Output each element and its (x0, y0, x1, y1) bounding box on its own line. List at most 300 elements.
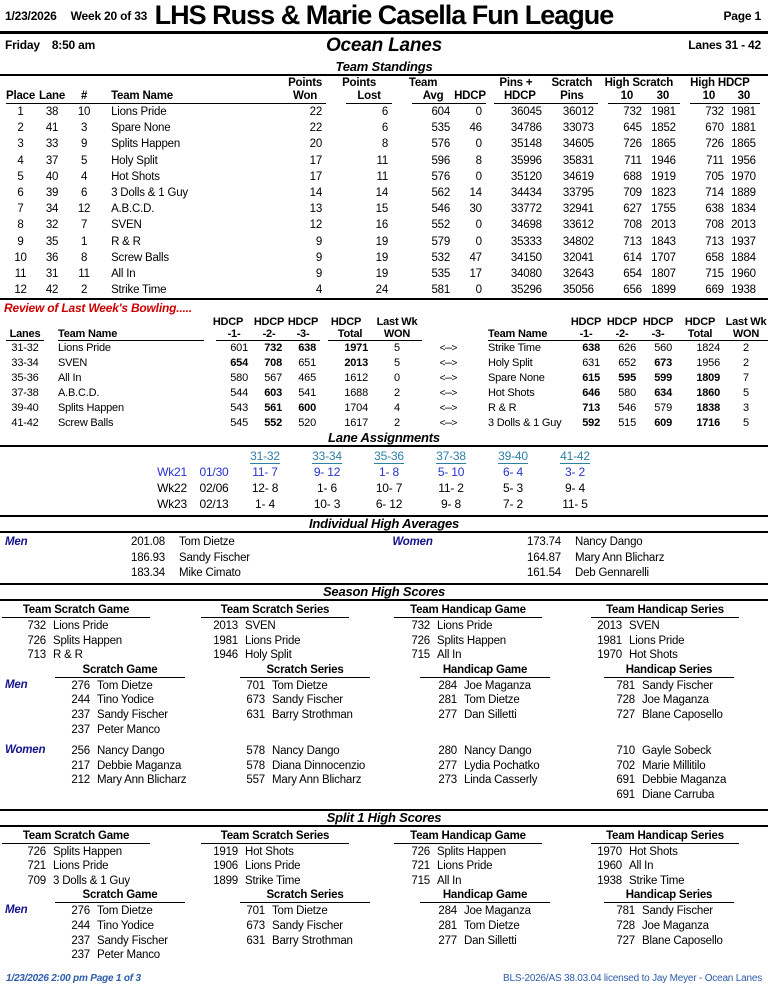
game-score: 465 (298, 372, 316, 385)
high-score-cell (576, 788, 768, 803)
matchup: 1- 8 (379, 465, 399, 480)
high-averages-title: Individual High Averages (0, 515, 768, 533)
stat-value: 6 (80, 187, 88, 200)
high-score-row (0, 744, 768, 759)
high-score-cell (0, 759, 192, 774)
stat-value: 732 (623, 106, 642, 118)
player-name: Joe Maganza (464, 679, 531, 692)
lane-pair: 33-34 (11, 357, 39, 370)
high-score-row (0, 919, 768, 934)
column-header: Team Scratch Series (201, 829, 349, 844)
high-score-cell (0, 603, 192, 619)
stat-value: 579 (431, 235, 451, 248)
team-name: Lions Pride (53, 620, 109, 633)
col-hdcp: HDCP (454, 90, 486, 102)
stat-value: 658 (705, 251, 724, 264)
stat-value: 0 (475, 235, 482, 248)
stat-value: 32 (45, 219, 59, 232)
stat-value: 2013 (731, 219, 756, 232)
player-name: Sandy Fischer (179, 551, 250, 564)
score-value: 212 (71, 774, 90, 787)
bowling-center-name: Ocean Lanes (325, 35, 443, 56)
col-team-number: # (69, 90, 99, 104)
stat-value: 35056 (562, 284, 594, 297)
game-score: 552 (264, 417, 282, 430)
game-score: 545 (230, 417, 248, 430)
stat-value: 669 (705, 284, 724, 297)
score-value: 1946 (213, 649, 238, 662)
player-name: Marie Millitilo (642, 759, 706, 772)
women-group (0, 744, 768, 802)
player-name: Peter Manco (97, 949, 160, 962)
average-value: 173.74 (527, 536, 561, 549)
matchup: 11- 7 (252, 465, 278, 480)
score-value: 1970 (597, 649, 622, 662)
score-value: 727 (616, 934, 635, 947)
player-name: Debbie Maganza (642, 774, 727, 787)
high-score-cell (384, 773, 576, 788)
player-name: Peter Manco (97, 723, 160, 736)
stat-value: 8 (80, 251, 88, 264)
matchup: 5- 10 (437, 465, 465, 480)
high-score-cell (0, 663, 192, 679)
score-value: 1899 (213, 874, 238, 887)
high-score-cell (384, 948, 576, 963)
high-score-row (0, 845, 768, 860)
stat-value: 614 (623, 251, 642, 264)
team-name: Splits Happen (58, 402, 124, 415)
high-score-cell (192, 693, 384, 708)
col-hs-30: 30 (646, 90, 680, 104)
player-name: Sandy Fischer (642, 905, 713, 918)
col-hdcp3-top: HDCP (287, 316, 319, 329)
high-score-row (0, 723, 768, 738)
stat-value: 10 (14, 251, 27, 264)
stat-value: 11 (376, 170, 389, 183)
stat-value: 35 (45, 235, 59, 248)
col-hh-10: 10 (690, 90, 728, 104)
team-name: Lions Pride (111, 106, 167, 118)
high-score-cell (384, 904, 576, 919)
column-header: Handicap Game (420, 663, 550, 678)
team-name: Hot Shots (629, 649, 678, 662)
team-name: SVEN (629, 620, 660, 633)
score-value: 1960 (597, 860, 622, 873)
game-score: 541 (298, 387, 316, 400)
high-score-cell (384, 934, 576, 949)
women-label (380, 551, 440, 566)
lane-pair-header (234, 448, 296, 464)
stat-value: 11 (14, 268, 27, 281)
score-value: 578 (246, 759, 265, 772)
stat-value: 35333 (510, 235, 542, 248)
high-score-cell (0, 948, 192, 963)
stat-value: 33612 (562, 219, 594, 232)
stat-value: 32941 (562, 203, 594, 216)
player-name: Tom Dietze (179, 536, 235, 549)
high-score-row (0, 648, 768, 663)
team-name: 3 Dolls & 1 Guy (111, 187, 188, 200)
score-value: 709 (27, 874, 46, 887)
game-score: 631 (582, 357, 600, 370)
score-value: 715 (411, 649, 430, 662)
stat-value: 33 (45, 138, 59, 151)
team-name: 3 Dolls & 1 Guy (53, 874, 130, 887)
high-score-cell (0, 679, 192, 694)
high-score-cell (192, 829, 384, 845)
high-score-cell (192, 934, 384, 949)
stat-value: 4 (17, 154, 24, 167)
stat-value: 596 (431, 154, 451, 167)
stat-value: 1823 (651, 187, 676, 200)
player-name: Diane Carruba (642, 788, 715, 801)
team-name: Strike Time (629, 874, 685, 887)
stat-value: 31 (45, 268, 59, 281)
score-value: 691 (616, 788, 635, 801)
stat-value: 17 (309, 170, 323, 183)
col-avg: Avg (412, 90, 454, 104)
standings-header-bottom (6, 90, 760, 104)
col-g3: -3- (286, 328, 320, 341)
score-value: 276 (71, 679, 90, 692)
series-total: 1838 (696, 402, 720, 415)
col-r-total: Total (676, 328, 724, 341)
footer-license-info: BLS-2026/AS 38.03.04 licensed to Jay Meyer - Ocean Lanes (503, 973, 762, 984)
stat-value: 535 (431, 268, 451, 281)
player-name: Mary Ann Blicharz (272, 774, 362, 787)
column-header: Scratch Game (55, 888, 185, 903)
col-high-hdcp: High HDCP (690, 77, 750, 89)
score-value: 710 (616, 745, 635, 758)
points-won: 5 (743, 417, 749, 430)
high-score-cell (384, 679, 576, 694)
game-score: 609 (654, 417, 672, 430)
player-name: Mike Cimato (179, 566, 241, 579)
stat-value: 688 (623, 170, 642, 183)
team-name: R & R (111, 235, 141, 248)
review-title: Review of Last Week's Bowling..... (4, 301, 192, 316)
team-name: R & R (488, 402, 517, 415)
game-score: 673 (654, 357, 672, 370)
score-value: 701 (246, 905, 265, 918)
review-row (6, 356, 768, 371)
stat-value: 1865 (731, 138, 756, 151)
col-hs-10: 10 (608, 90, 646, 104)
high-score-cell (576, 723, 768, 738)
game-score: 567 (264, 372, 282, 385)
series-total: 1612 (344, 372, 368, 385)
matchup: 11- 2 (438, 481, 464, 496)
player-name: Mary Ann Blicharz (575, 551, 665, 564)
stat-value: 47 (469, 251, 482, 264)
stat-value: 20 (309, 138, 323, 151)
score-value: 281 (438, 694, 457, 707)
player-name: Tom Dietze (464, 694, 520, 707)
stat-value: 0 (475, 219, 482, 232)
matchup: 9- 12 (313, 465, 341, 480)
stat-value: 1919 (651, 170, 676, 183)
team-name: 3 Dolls & 1 Guy (488, 417, 562, 430)
high-score-cell (576, 919, 768, 934)
stat-value: 30 (469, 203, 482, 216)
standings-row (6, 120, 760, 136)
points-won: 2 (394, 387, 400, 400)
stat-value: 1938 (731, 284, 756, 297)
stat-value: 546 (431, 203, 451, 216)
team-name: Splits Happen (437, 845, 506, 858)
game-score: 561 (264, 402, 282, 415)
col-hh-30: 30 (728, 90, 760, 104)
versus-arrow-icon: <---> (439, 373, 457, 385)
stat-value: 711 (706, 154, 724, 167)
matchup: 9- 4 (565, 481, 585, 496)
team-name: Spare None (488, 372, 545, 385)
score-value: 732 (27, 620, 46, 633)
lane-pair-header (296, 448, 358, 464)
player-name: Debbie Maganza (97, 759, 182, 772)
stat-value: 2013 (651, 219, 676, 232)
score-value: 726 (27, 845, 46, 858)
series-total: 1704 (344, 402, 368, 415)
player-name: Tom Dietze (97, 905, 153, 918)
high-score-cell (384, 723, 576, 738)
game-score: 713 (582, 402, 600, 415)
review-row (6, 386, 768, 401)
game-score: 543 (230, 402, 248, 415)
standings-row (6, 201, 760, 217)
player-name: Mary Ann Blicharz (97, 774, 187, 787)
col-r-g1: -1- (568, 328, 604, 341)
player-name: Tom Dietze (464, 919, 520, 932)
series-total: 1824 (696, 342, 720, 355)
col-hdcp1-top: HDCP (212, 316, 244, 329)
score-value: 631 (246, 934, 265, 947)
page-number: Page 1 (723, 9, 761, 23)
stat-value: 36 (45, 251, 59, 264)
high-score-cell (192, 948, 384, 963)
stat-value: 0 (475, 106, 482, 118)
points-won: 2 (743, 342, 749, 355)
stat-value: 4 (80, 170, 88, 183)
score-value: 721 (27, 860, 46, 873)
review-row (6, 371, 768, 386)
stat-value: 1834 (731, 203, 756, 216)
column-header: Team Scratch Series (201, 603, 349, 618)
high-score-cell (0, 888, 192, 904)
player-name: Blane Caposello (642, 934, 723, 947)
stat-value: 3 (17, 138, 24, 151)
column-header: Scratch Game (55, 663, 185, 678)
high-score-cell (576, 829, 768, 845)
stat-value: 627 (623, 203, 642, 216)
high-score-cell (576, 603, 768, 619)
matchup: 7- 2 (503, 497, 523, 512)
series-total: 1956 (696, 357, 720, 370)
review-row (6, 401, 768, 416)
high-score-cell (384, 603, 576, 619)
game-score: 626 (618, 342, 636, 355)
lane-pair-label: 41-42 (560, 449, 590, 464)
score-value: 673 (246, 919, 265, 932)
stat-value: 552 (431, 219, 451, 232)
team-name: SVEN (58, 357, 88, 370)
team-name: All In (437, 649, 462, 662)
stat-value: 7 (80, 219, 88, 232)
stat-value: 13 (309, 203, 323, 216)
high-score-cell (192, 904, 384, 919)
score-value: 244 (71, 694, 90, 707)
stat-value: 39 (45, 187, 59, 200)
week-label: Wk23 (157, 497, 187, 512)
stat-value: 708 (705, 219, 724, 232)
points-won: 5 (394, 342, 400, 355)
score-value: 1981 (597, 634, 622, 647)
high-score-cell (576, 948, 768, 963)
stat-value: 34434 (510, 187, 542, 200)
team-name: Spare None (111, 122, 171, 135)
high-score-cell (0, 708, 192, 723)
score-value: 237 (71, 934, 90, 947)
high-score-cell (0, 919, 192, 934)
stat-value: 3 (80, 122, 88, 135)
col-r-lastwk-top: Last Wk (725, 316, 767, 329)
team-name: SVEN (245, 620, 276, 633)
player-name: Diana Dinnocenzio (272, 759, 366, 772)
team-name: All In (629, 860, 654, 873)
team-name: Splits Happen (111, 138, 181, 151)
stat-value: 33772 (510, 203, 542, 216)
high-score-cell (192, 744, 384, 759)
lane-pair: 31-32 (11, 342, 39, 355)
lane-assignments-table (150, 448, 606, 512)
team-name: A.B.C.D. (111, 203, 155, 216)
stat-value: 10 (77, 106, 91, 118)
lane-assignments-title: Lane Assignments (0, 431, 768, 447)
stat-value: 1755 (651, 203, 676, 216)
stat-value: 714 (705, 187, 724, 200)
stat-value: 16 (375, 219, 389, 232)
stat-value: 11 (78, 268, 90, 281)
standings-row (6, 234, 760, 250)
high-score-cell (0, 788, 192, 803)
player-name: Dan Silletti (464, 934, 517, 947)
average-value: 186.93 (131, 551, 165, 564)
lane-pairs-header (150, 448, 606, 464)
stat-value: 34 (45, 203, 59, 216)
high-score-row (0, 859, 768, 874)
matchup: 12- 8 (251, 481, 279, 496)
player-name: Lydia Pochatko (464, 759, 540, 772)
lane-pair-label: 31-32 (250, 449, 280, 464)
player-name: Nancy Dango (575, 536, 643, 549)
stat-value: 1 (80, 235, 88, 248)
spacer (194, 448, 234, 464)
score-value: 702 (616, 759, 635, 772)
stat-value: 532 (431, 251, 451, 264)
player-name: Joe Maganza (642, 919, 709, 932)
column-header: Team Scratch Game (2, 603, 150, 618)
standings-table (6, 77, 760, 298)
review-header-top (6, 316, 768, 328)
column-header: Team Handicap Game (394, 603, 542, 618)
points-won: 2 (394, 417, 400, 430)
series-total: 1688 (344, 387, 368, 400)
lane-pair-header (544, 448, 606, 464)
score-value: 1919 (213, 845, 238, 858)
stat-value: 726 (705, 138, 724, 151)
team-name: Holy Split (111, 154, 158, 167)
game-score: 601 (230, 342, 248, 355)
review-row (6, 341, 768, 356)
series-total: 1860 (696, 387, 720, 400)
stat-value: 726 (623, 138, 642, 151)
review-section (0, 298, 768, 431)
col-won: Won (284, 90, 326, 104)
women-label (380, 566, 440, 581)
column-header: Scratch Series (240, 888, 370, 903)
col-scratch-pins: Pins (546, 90, 598, 104)
stat-value: 34605 (562, 138, 594, 151)
stat-value: 9 (17, 235, 24, 248)
stat-value: 8 (17, 219, 24, 232)
team-name: Lions Pride (629, 634, 685, 647)
stat-value: 0 (475, 138, 482, 151)
spacer (150, 448, 194, 464)
high-score-cell (384, 634, 576, 649)
stat-value: 656 (623, 284, 642, 297)
season-high-scores-section (0, 603, 768, 803)
column-header: Team Scratch Game (2, 829, 150, 844)
stat-value: 9 (80, 138, 88, 151)
matchup: 5- 3 (503, 481, 523, 496)
series-total: 1716 (696, 417, 720, 430)
col-r-g2: -2- (604, 328, 640, 341)
team-name: Lions Pride (437, 860, 493, 873)
score-value: 726 (411, 634, 430, 647)
stat-value: 38 (45, 106, 59, 118)
stat-value: 1981 (651, 106, 676, 118)
stat-value: 638 (705, 203, 724, 216)
player-name: Joe Maganza (464, 905, 531, 918)
stat-value: 713 (705, 235, 724, 248)
game-score: 634 (654, 387, 672, 400)
stat-value: 7 (17, 203, 24, 216)
score-value: 277 (438, 759, 457, 772)
stat-value: 34619 (562, 170, 594, 183)
lane-pair-label: 39-40 (498, 449, 528, 464)
game-score: 520 (298, 417, 316, 430)
stat-value: 1960 (731, 268, 756, 281)
stat-value: 19 (375, 235, 389, 248)
stat-value: 6 (381, 122, 389, 135)
team-name: A.B.C.D. (58, 387, 100, 400)
stat-value: 6 (381, 106, 389, 118)
score-value: 715 (411, 874, 430, 887)
versus-arrow-icon: <---> (439, 403, 457, 415)
high-score-cell (192, 679, 384, 694)
standings-row (6, 282, 760, 298)
lane-pair: 39-40 (11, 402, 39, 415)
stat-value: 1956 (731, 154, 756, 167)
team-name: Splits Happen (53, 845, 122, 858)
high-score-row (0, 634, 768, 649)
high-score-row (0, 788, 768, 803)
high-score-cell (192, 648, 384, 663)
stat-value: 1 (17, 106, 24, 118)
stat-value: 1946 (651, 154, 676, 167)
player-name: Barry Strothman (272, 934, 353, 947)
high-score-cell (0, 845, 192, 860)
